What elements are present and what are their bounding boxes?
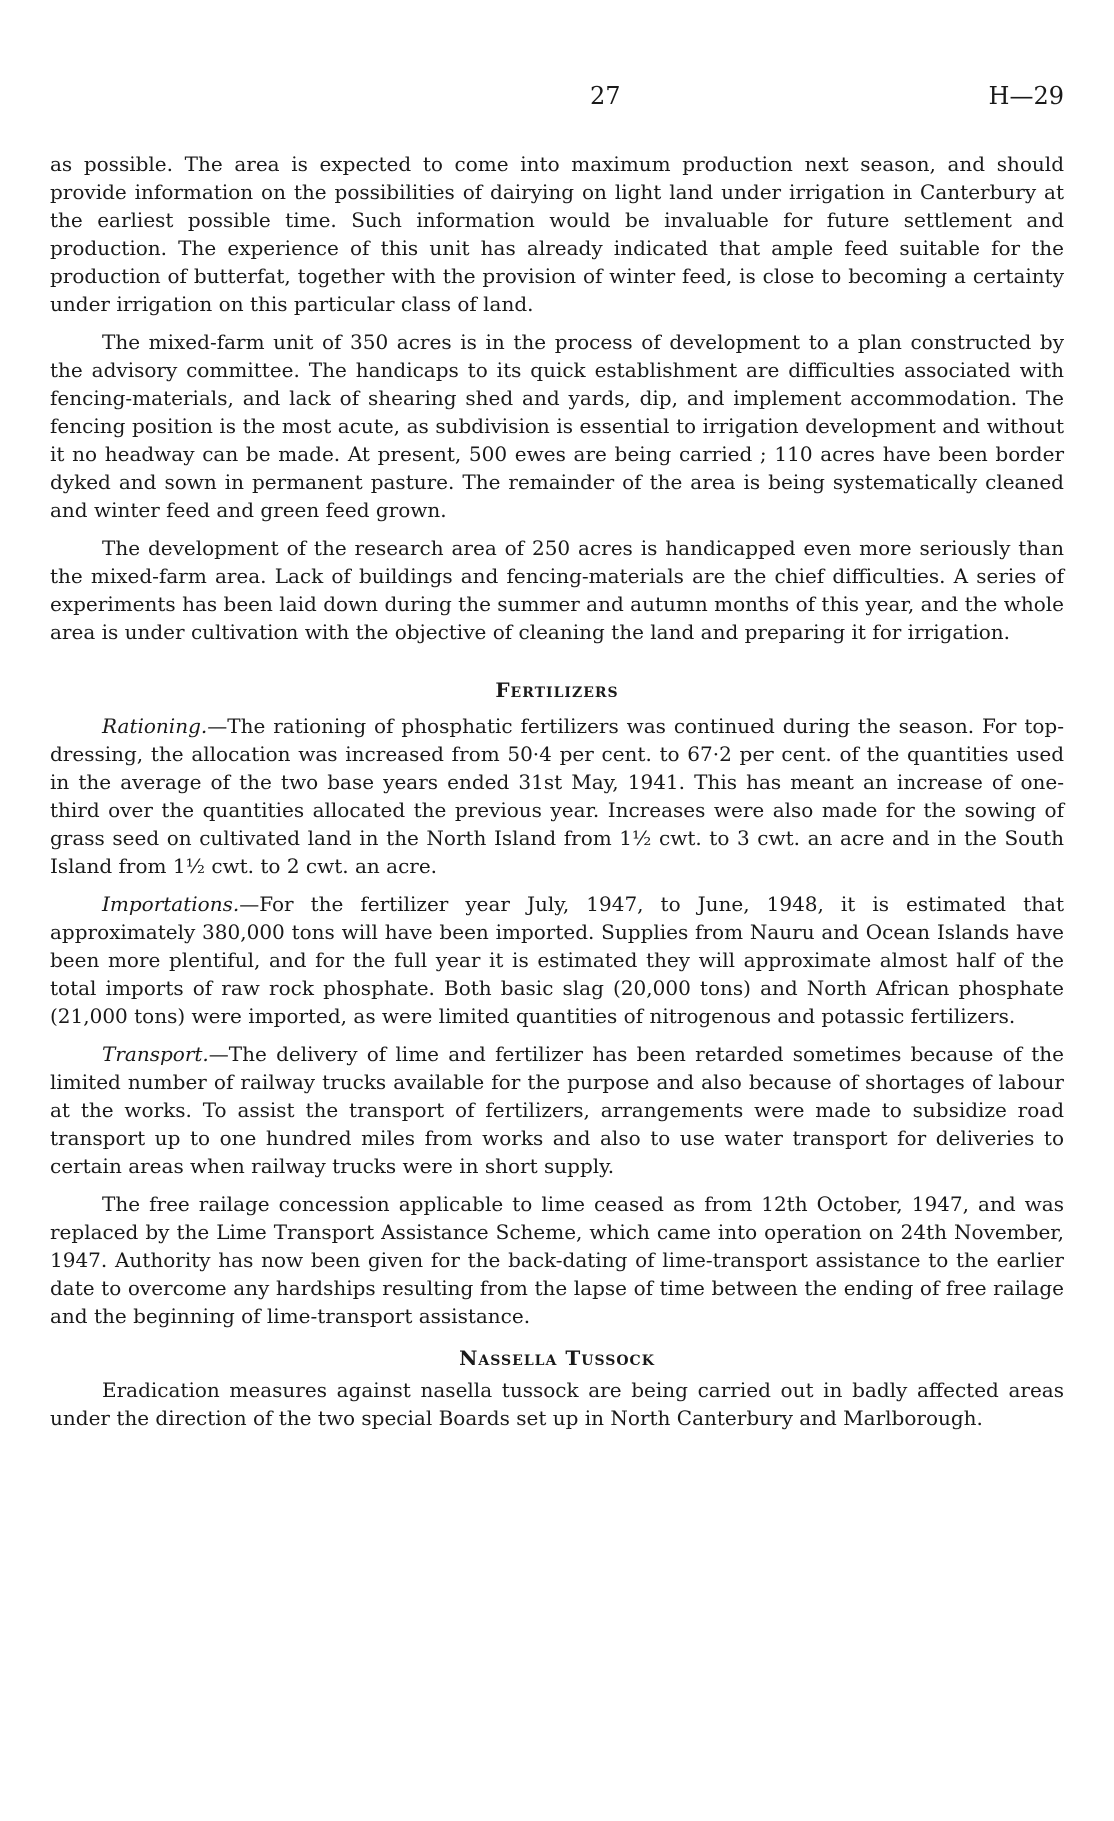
paragraph-research-area: The development of the research area of 250 acres is handicapped even more seriously than the mixed-farm area. Lack of buildings and fencing-materials are the chief difficulties. A series of experiments has been laid down during the summer and autumn months of this year, and the whole area is under cultivation with the objective of cleaning the land and preparing it for irrigation. — [50, 536, 1064, 644]
paragraph-transport — [50, 1040, 1064, 1180]
importations-text: —For the fertilizer year July, 1947, to June, 1948, it is estimated that approximately 380,000 tons will have been imported. Supplies from Nauru and Ocean Islands have been more plentiful, and for the full year it is estimated they will approximate almost half of the total imports of raw rock phosphate. Both basic slag (20,000 tons) and North African phosphate (21,000 tons) were imported, as were limited quantities of nitrogenous and potassic fertilizers. — [50, 892, 1064, 1028]
paragraph-nassella: Eradication measures against nasella tussock are being carried out in badly affected areas under the direction of the two special Boards set up in North Canterbury and Marlborough. — [50, 1378, 1064, 1430]
page-header — [50, 82, 1064, 122]
run-in-rationing: Rationing. — [102, 714, 208, 738]
page-number: 27 — [590, 82, 621, 110]
paragraph-mixed-farm: The mixed-farm unit of 350 acres is in the process of development to a plan constructed by the advisory committee. The handicaps to its quick establishment are difficulties associated with fencing-materials, and lack of shearing shed and yards, dip, and implement accommodation. The fencing position is the most acute, as subdivision is essential to irrigation development and without it no headway can be made. At present, 500 ewes are being carried ; 110 acres have been border dyked and sown in permanent pasture. The remainder of the area is being systematically cleaned and winter feed and green feed grown. — [50, 330, 1064, 522]
paragraph-railage: The free railage concession applicable to lime ceased as from 12th October, 1947, and was replaced by the Lime Transport Assistance Scheme, which came into operation on 24th November, 1947. Authority has now been given for the back-dating of lime-transport assistance to the earlier date to overcome any hardships resulting from the lapse of time between the ending of free railage and the beginning of lime-transport assistance. — [50, 1192, 1064, 1328]
transport-text: —The delivery of lime and fertilizer has been retarded sometimes because of the limited number of railway trucks available for the purpose and also because of shortages of labour at the works. To assist the transport of fertilizers, arrangements were made to subsidize road transport up to one hundred miles from works and also to use water transport for deliveries to certain areas when railway trucks were in short supply. — [50, 1042, 1064, 1178]
rationing-text: —The rationing of phosphatic fertilizers was continued during the season. For top-dressing, the allocation was increased from 50·4 per cent. to 67·2 per cent. of the quantities used in the average of the two base years ended 31st May, 1941. This has meant an increase of one-third over the quantities allocated the previous year. Increases were also made for the sowing of grass seed on cultivated land in the North Island from 1½ cwt. to 3 cwt. an acre and in the South Island from 1½ cwt. to 2 cwt. an acre. — [50, 714, 1064, 878]
body-text — [50, 150, 1064, 1432]
paragraph-importations — [50, 890, 1064, 1030]
run-in-transport: Transport. — [102, 1042, 209, 1066]
run-in-importations: Importations. — [102, 892, 240, 916]
document-reference: H—29 — [988, 82, 1064, 110]
section-heading-fertilizers: Fertilizers — [495, 678, 619, 702]
paragraph-rationing — [50, 712, 1064, 880]
section-heading-nassella-tussock: Nassella Tussock — [459, 1346, 655, 1370]
paragraph-irrigation-unit: as possible. The area is expected to come into maximum production next season, and should provide information on the possibilities of dairying on light land under irrigation in Canterbury at the earliest possible time. Such information would be invaluable for future settlement and production. The experience of this unit has already indicated that ample feed suitable for the production of butterfat, together with the provision of winter feed, is close to becoming a certainty under irrigation on this particular class of land. — [50, 152, 1064, 316]
